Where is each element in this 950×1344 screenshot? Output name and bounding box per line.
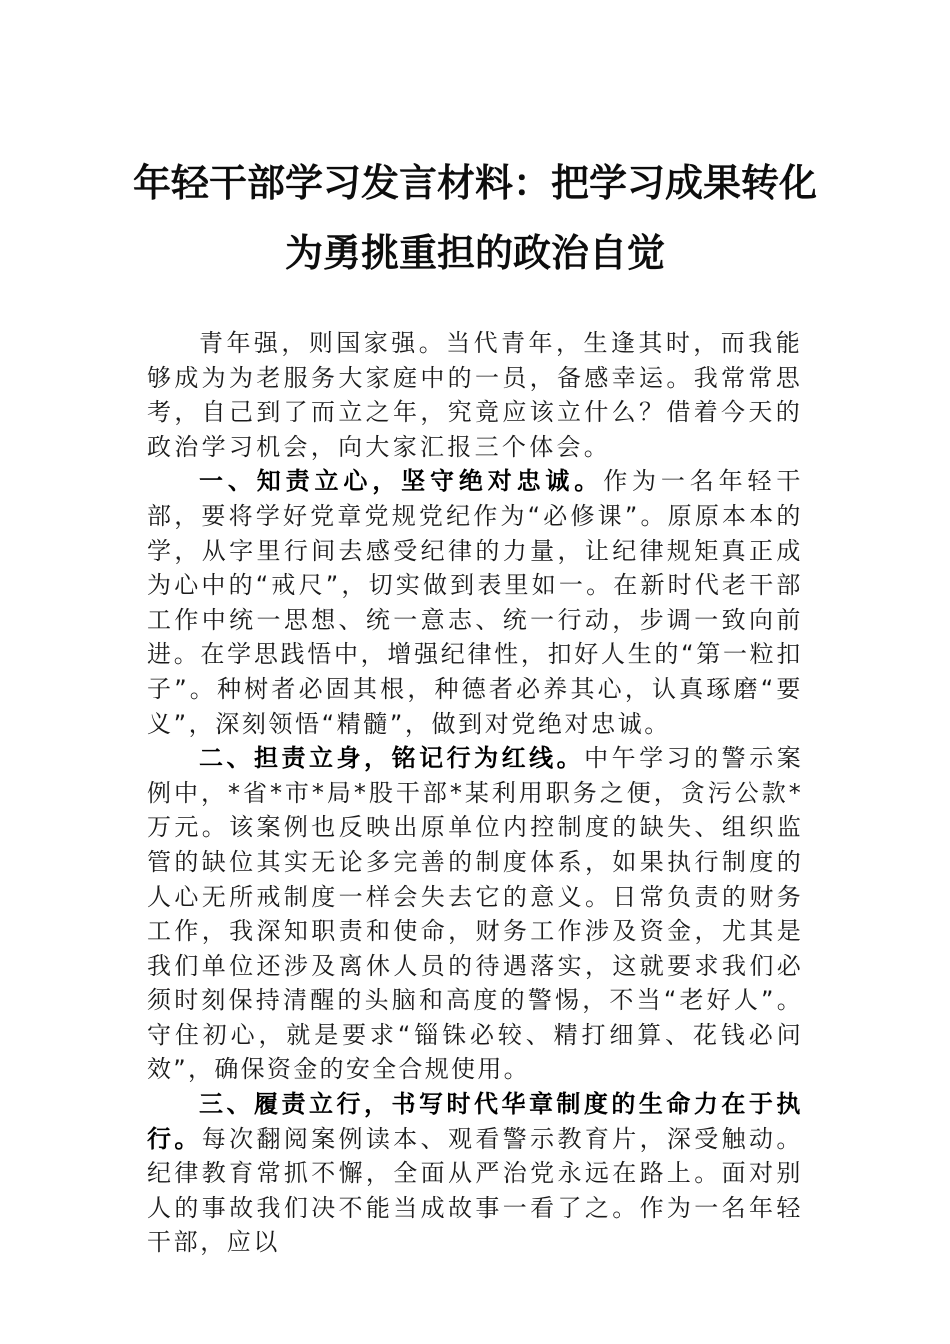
paragraph-intro	[147, 326, 803, 464]
document-body	[147, 326, 803, 1260]
section-heading: 一、知责立心，坚守绝对忠诚。	[199, 467, 604, 496]
paragraph-section-1	[147, 464, 803, 741]
paragraph-text: 中午学习的警示案例中，*省*市*局*股干部*某利用职务之便，贪污公款*万元。该案例也反映出原单位内控制度的缺失、组织监管的缺位其实无论多完善的制度体系，如果执行制度的人心无所戒制度一样会失去它的意义。日常负责的财务工作，我深知职责和使命，财务工作涉及资金，尤其是我们单位还涉及离休人员的待遇落实，这就要求我们必须时刻保持清醒的头脑和高度的警惕，不当“老好人”。守住初心，就是要求“锱铢必较、精打细算、花钱必问效”，确保资金的安全合规使用。	[147, 744, 804, 1084]
paragraph-section-3	[147, 1087, 803, 1260]
document-title-line-1: 年轻干部学习发言材料：把学习成果转化	[132, 160, 817, 205]
paragraph-text: 每次翻阅案例读本、观看警示教育片，深受触动。纪律教育常抓不懈，全面从严治党永远在路上。面对别人的事故我们决不能当成故事一看了之。作为一名年轻干部，应以	[147, 1124, 803, 1257]
section-heading: 三、履责立行，书写时代华章制度的生命力在于执行。	[147, 1090, 803, 1153]
paragraph-section-2	[147, 741, 803, 1087]
paragraph-text: 青年强，则国家强。当代青年，生逢其时，而我能够成为为老服务大家庭中的一员，备感幸运。我常常思考，自己到了而立之年，究竟应该立什么？借着今天的政治学习机会，向大家汇报三个体会。	[147, 329, 803, 461]
document-title-line-2: 为勇挑重担的政治自觉	[284, 230, 665, 275]
section-heading: 二、担责立身，铭记行为红线。	[199, 744, 585, 773]
paragraph-text: 作为一名年轻干部，要将学好党章党规党纪作为“必修课”。原原本本的学，从字里行间去感受纪律的力量，让纪律规矩真正成为心中的“戒尺”，切实做到表里如一。在新时代老干部工作中统一思想、统一意志、统一行动，步调一致向前进。在学思践悟中，增强纪律性，扣好人生的“第一粒扣子”。种树者必固其根，种德者必养其心，认真琢磨“要义”，深刻领悟“精髓”，做到对党绝对忠诚。	[147, 467, 804, 738]
